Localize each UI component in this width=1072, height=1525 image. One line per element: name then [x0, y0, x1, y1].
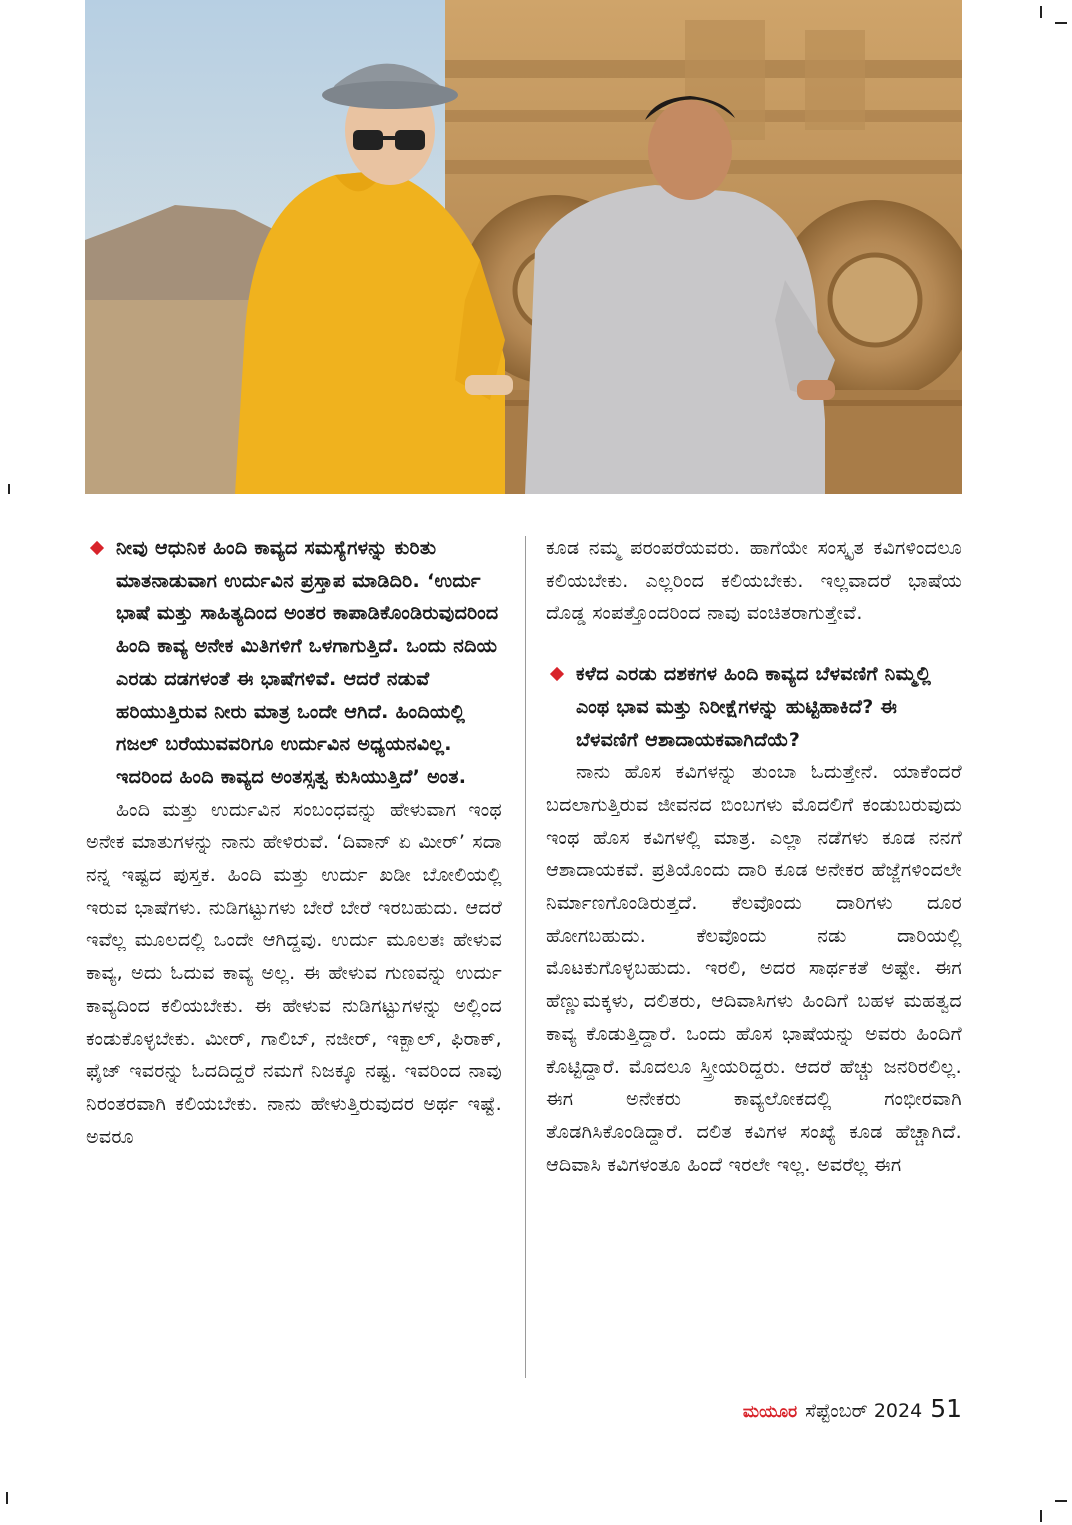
column-right	[546, 532, 962, 1382]
crop-mark	[1040, 6, 1042, 18]
column-divider	[525, 536, 526, 1378]
page-footer	[743, 1394, 962, 1428]
column-left	[86, 532, 502, 1382]
question-2	[546, 658, 962, 756]
question-1-text: ನೀವು ಆಧುನಿಕ ಹಿಂದಿ ಕಾವ್ಯದ ಸಮಸ್ಯೆಗಳನ್ನು ಕುರಿತು ಮಾತನಾಡುವಾಗ ಉರ್ದುವಿನ ಪ್ರಸ್ತಾಪ ಮಾಡಿದಿರಿ. ‘ಉರ್ದು ಭಾಷೆ ಮತ್ತು ಸಾಹಿತ್ಯದಿಂದ ಅಂತರ ಕಾಪಾಡಿಕೊಂಡಿರುವುದರಿಂದ ಹಿಂದಿ ಕಾವ್ಯ ಅನೇಕ ಮಿತಿಗಳಿಗೆ ಒಳಗಾಗುತ್ತಿದೆ. ಒಂದು ನದಿಯ ಎರಡು ದಡಗಳಂತೆ ಈ ಭಾಷೆಗಳಿವೆ. ಆದರೆ ನಡುವೆ ಹರಿಯುತ್ತಿರುವ ನೀರು ಮಾತ್ರ ಒಂದೇ ಆಗಿದೆ. ಹಿಂದಿಯಲ್ಲಿ ಗಜಲ್ ಬರೆಯುವವರಿಗೂ ಉರ್ದುವಿನ ಅಧ್ಯಯನವಿಲ್ಲ. ಇದರಿಂದ ಹಿಂದಿ ಕಾವ್ಯದ ಅಂತಸ್ಸತ್ವ ಕುಸಿಯುತ್ತಿದೆ’ ಅಂತ.	[116, 537, 499, 788]
magazine-logo: ಮಯೂರ	[742, 1402, 798, 1422]
crop-mark	[6, 1492, 8, 1504]
crop-mark	[1055, 22, 1067, 24]
diamond-bullet-icon	[550, 667, 564, 681]
question-1	[86, 532, 502, 794]
section-gap	[546, 630, 962, 658]
crop-mark	[1055, 1500, 1067, 1502]
article-photo	[85, 0, 962, 494]
crop-mark	[8, 484, 10, 494]
answer-2: ನಾನು ಹೊಸ ಕವಿಗಳನ್ನು ತುಂಬಾ ಓದುತ್ತೇನೆ. ಯಾಕೆಂದರೆ ಬದಲಾಗುತ್ತಿರುವ ಜೀವನದ ಬಿಂಬಗಳು ಮೊದಲಿಗೆ ಕಂಡುಬರುವುದು ಇಂಥ ಹೊಸ ಕವಿಗಳಲ್ಲಿ ಮಾತ್ರ. ಎಲ್ಲಾ ನಡೆಗಳು ಕೂಡ ನನಗೆ ಆಶಾದಾಯಕವೆ. ಪ್ರತಿಯೊಂದು ದಾರಿ ಕೂಡ ಅನೇಕರ ಹೆಜ್ಜೆಗಳಿಂದಲೇ ನಿರ್ಮಾಣಗೊಂಡಿರುತ್ತದೆ. ಕೆಲವೊಂದು ದಾರಿಗಳು ದೂರ ಹೋಗಬಹುದು. ಕೆಲವೊಂದು ನಡು ದಾರಿಯಲ್ಲಿ ಮೊಟಕುಗೊಳ್ಳಬಹುದು. ಇರಲಿ, ಅದರ ಸಾರ್ಥಕತೆ ಅಷ್ಟೇ. ಈಗ ಹೆಣ್ಣುಮಕ್ಕಳು, ದಲಿತರು, ಆದಿವಾಸಿಗಳು ಹಿಂದಿಗೆ ಬಹಳ ಮಹತ್ವದ ಕಾವ್ಯ ಕೊಡುತ್ತಿದ್ದಾರೆ. ಒಂದು ಹೊಸ ಭಾಷೆಯನ್ನು ಅವರು ಹಿಂದಿಗೆ ಕೊಟ್ಟಿದ್ದಾರೆ. ಮೊದಲೂ ಸ್ತ್ರೀಯರಿದ್ದರು. ಆದರೆ ಹೆಚ್ಚು ಜನರಿರಲಿಲ್ಲ. ಈಗ ಅನೇಕರು ಕಾವ್ಯಲೋಕದಲ್ಲಿ ಗಂಭೀರವಾಗಿ ತೊಡಗಿಸಿಕೊಂಡಿದ್ದಾರೆ. ದಲಿತ ಕವಿಗಳ ಸಂಖ್ಯೆ ಕೂಡ ಹೆಚ್ಚಾಗಿದೆ. ಆದಿವಾಸಿ ಕವಿಗಳಂತೂ ಹಿಂದೆ ಇರಲೇ ಇಲ್ಲ. ಅವರೆಲ್ಲ ಈಗ	[546, 761, 962, 1176]
question-2-text: ಕಳೆದ ಎರಡು ದಶಕಗಳ ಹಿಂದಿ ಕಾವ್ಯದ ಬೆಳವಣಿಗೆ ನಿಮ್ಮಲ್ಲಿ ಎಂಥ ಭಾವ ಮತ್ತು ನಿರೀಕ್ಷೆಗಳನ್ನು ಹುಟ್ಟಿಹಾಕಿದೆ? ಈ ಬೆಳವಣಿಗೆ ಆಶಾದಾಯಕವಾಗಿದೆಯೆ?	[576, 663, 932, 751]
photo-illustration	[85, 0, 962, 494]
answer-1-continued: ಕೂಡ ನಮ್ಮ ಪರಂಪರೆಯವರು. ಹಾಗೆಯೇ ಸಂಸ್ಕೃತ ಕವಿಗಳಿಂದಲೂ ಕಲಿಯಬೇಕು. ಎಲ್ಲರಿಂದ ಕಲಿಯಬೇಕು. ಇಲ್ಲವಾದರೆ ಭಾಷೆಯ ದೊಡ್ಡ ಸಂಪತ್ತೊಂದರಿಂದ ನಾವು ವಂಚಿತರಾಗುತ್ತೇವೆ.	[546, 537, 962, 625]
crop-mark	[1040, 1510, 1042, 1522]
answer-1: ಹಿಂದಿ ಮತ್ತು ಉರ್ದುವಿನ ಸಂಬಂಧವನ್ನು ಹೇಳುವಾಗ ಇಂಥ ಅನೇಕ ಮಾತುಗಳನ್ನು ನಾನು ಹೇಳಿರುವೆ. ‘ದಿವಾನ್ ಏ ಮೀರ್’ ಸದಾ ನನ್ನ ಇಷ್ಟದ ಪುಸ್ತಕ. ಹಿಂದಿ ಮತ್ತು ಉರ್ದು ಖಡೀ ಬೋಲಿಯಲ್ಲಿ ಇರುವ ಭಾಷೆಗಳು. ನುಡಿಗಟ್ಟುಗಳು ಬೇರೆ ಬೇರೆ ಇರಬಹುದು. ಆದರೆ ಇವೆಲ್ಲ ಮೂಲದಲ್ಲಿ ಒಂದೇ ಆಗಿದ್ದವು. ಉರ್ದು ಮೂಲತಃ ಹೇಳುವ ಕಾವ್ಯ, ಅದು ಓದುವ ಕಾವ್ಯ ಅಲ್ಲ. ಈ ಹೇಳುವ ಗುಣವನ್ನು ಉರ್ದು ಕಾವ್ಯದಿಂದ ಕಲಿಯಬೇಕು. ಈ ಹೇಳುವ ನುಡಿಗಟ್ಟುಗಳನ್ನು ಅಲ್ಲಿಂದ ಕಂಡುಕೊಳ್ಳಬೇಕು. ಮೀರ್, ಗಾಲಿಬ್, ನಜೀರ್, ಇಕ್ಬಾಲ್, ಫಿರಾಕ್, ಫೈಜ್ ಇವರನ್ನು ಓದದಿದ್ದರೆ ನಮಗೆ ನಿಜಕ್ಕೂ ನಷ್ಟ. ಇವರಿಂದ ನಾವು ನಿರಂತರವಾಗಿ ಕಲಿಯಬೇಕು. ನಾನು ಹೇಳುತ್ತಿರುವುದರ ಅರ್ಥ ಇಷ್ಟೆ. ಅವರೂ	[86, 798, 502, 1148]
issue-date: ಸೆಪ್ಟೆಂಬರ್ 2024	[805, 1400, 923, 1422]
page-number: 51	[930, 1394, 962, 1423]
diamond-bullet-icon	[90, 541, 104, 555]
